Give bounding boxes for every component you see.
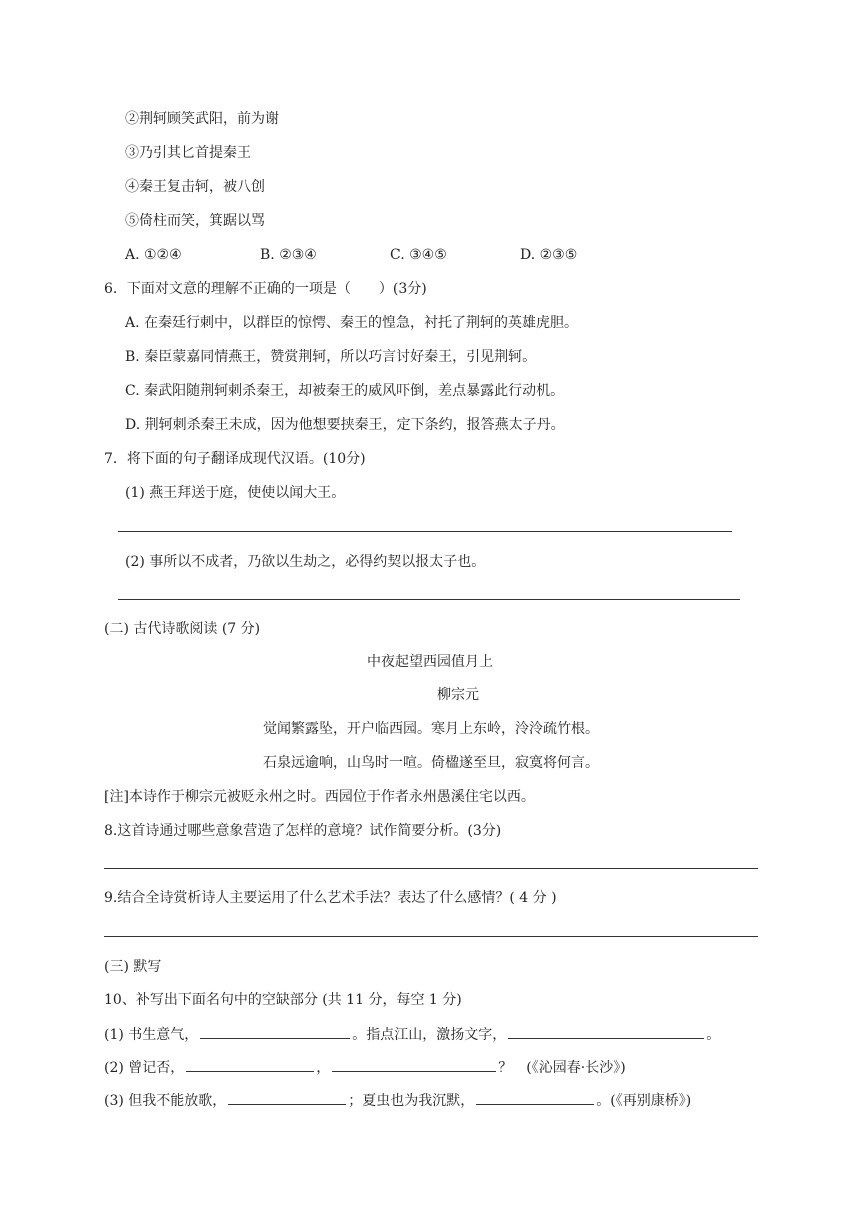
poem-line-2: 石泉远逾响，山鸟时一喧。倚楹遂至旦，寂寞将何言。	[263, 755, 599, 771]
poem-author: 柳宗元	[437, 687, 479, 703]
q6-option-c: C. 秦武阳随荆轲刺杀秦王，却被秦王的威风吓倒，差点暴露此行动机。	[125, 383, 565, 399]
list-item: ④秦王复击轲，被八创	[125, 179, 265, 195]
section-3-header: (三) 默写	[104, 959, 162, 975]
option-d: D. ②③⑤	[520, 247, 578, 263]
question-8: 8.这首诗通过哪些意象营造了怎样的意境？试作简要分析。(3分)	[104, 823, 502, 839]
blank-field[interactable]	[508, 1024, 704, 1039]
fill-text: (3) 但我不能放歌，	[104, 1093, 227, 1109]
fill-line-2	[104, 1057, 626, 1078]
section-2-header: (二) 古代诗歌阅读 (7 分)	[104, 621, 261, 637]
list-item: ②荆轲顾笑武阳，前为谢	[125, 111, 279, 127]
answer-line[interactable]	[118, 531, 732, 532]
blank-field[interactable]	[228, 1090, 346, 1105]
fill-text: ？ (《沁园春·长沙》)	[498, 1060, 626, 1076]
fill-text: 。	[706, 1027, 721, 1043]
option-a: A. ①②④	[125, 247, 182, 263]
question-6-stem: 6．下面对文意的理解不正确的一项是（ ）(3分)	[104, 281, 427, 297]
fill-text: (1) 书生意气，	[104, 1027, 199, 1043]
option-c: C. ③④⑤	[390, 247, 447, 263]
q7-sentence-2: (2) 事所以不成者，乃欲以生劫之，必得约契以报太子也。	[125, 554, 486, 570]
question-9: 9.结合全诗赏析诗人主要运用了什么艺术手法？表达了什么感情？( 4 分 )	[104, 890, 557, 906]
q6-option-a: A. 在秦廷行刺中，以群臣的惊愕、秦王的惶急，衬托了荆轲的英雄虎胆。	[125, 315, 579, 331]
list-item: ⑤倚柱而笑，箕踞以骂	[125, 213, 265, 229]
blank-field[interactable]	[476, 1090, 594, 1105]
fill-text: (2) 曾记否，	[104, 1060, 185, 1076]
q6-option-b: B. 秦臣蒙嘉同情燕王，赞赏荆轲，所以巧言讨好秦王，引见荆轲。	[125, 349, 537, 365]
poem-note: [注]本诗作于柳宗元被贬永州之时。西园位于作者永州愚溪住宅以西。	[104, 789, 535, 805]
blank-field[interactable]	[186, 1057, 314, 1072]
option-b: B. ②③④	[260, 247, 317, 263]
fill-text: 。(《再别康桥》)	[596, 1093, 692, 1109]
blank-field[interactable]	[332, 1057, 496, 1072]
fill-text: ；夏虫也为我沉默，	[348, 1093, 475, 1109]
fill-text: 。指点江山，激扬文字，	[352, 1027, 507, 1043]
question-7-stem: 7．将下面的句子翻译成现代汉语。(10分)	[104, 451, 366, 467]
poem-line-1: 觉闻繁露坠，开户临西园。寒月上东岭，泠泠疏竹根。	[263, 721, 599, 737]
answer-line[interactable]	[104, 868, 758, 869]
question-10: 10、补写出下面名句中的空缺部分 (共 11 分，每空 1 分)	[104, 992, 462, 1008]
list-item: ③乃引其匕首提秦王	[125, 145, 251, 161]
fill-line-3	[104, 1090, 691, 1111]
answer-line[interactable]	[104, 936, 758, 937]
poem-title: 中夜起望西园值月上	[367, 654, 493, 670]
fill-line-1	[104, 1024, 720, 1045]
fill-text: ，	[316, 1060, 331, 1076]
q6-option-d: D. 荆轲刺杀秦王未成，因为他想要挟秦王，定下条约，报答燕太子丹。	[125, 417, 565, 433]
q7-sentence-1: (1) 燕王拜送于庭，使使以闻大王。	[125, 485, 346, 501]
blank-field[interactable]	[200, 1024, 350, 1039]
answer-line[interactable]	[118, 599, 740, 600]
